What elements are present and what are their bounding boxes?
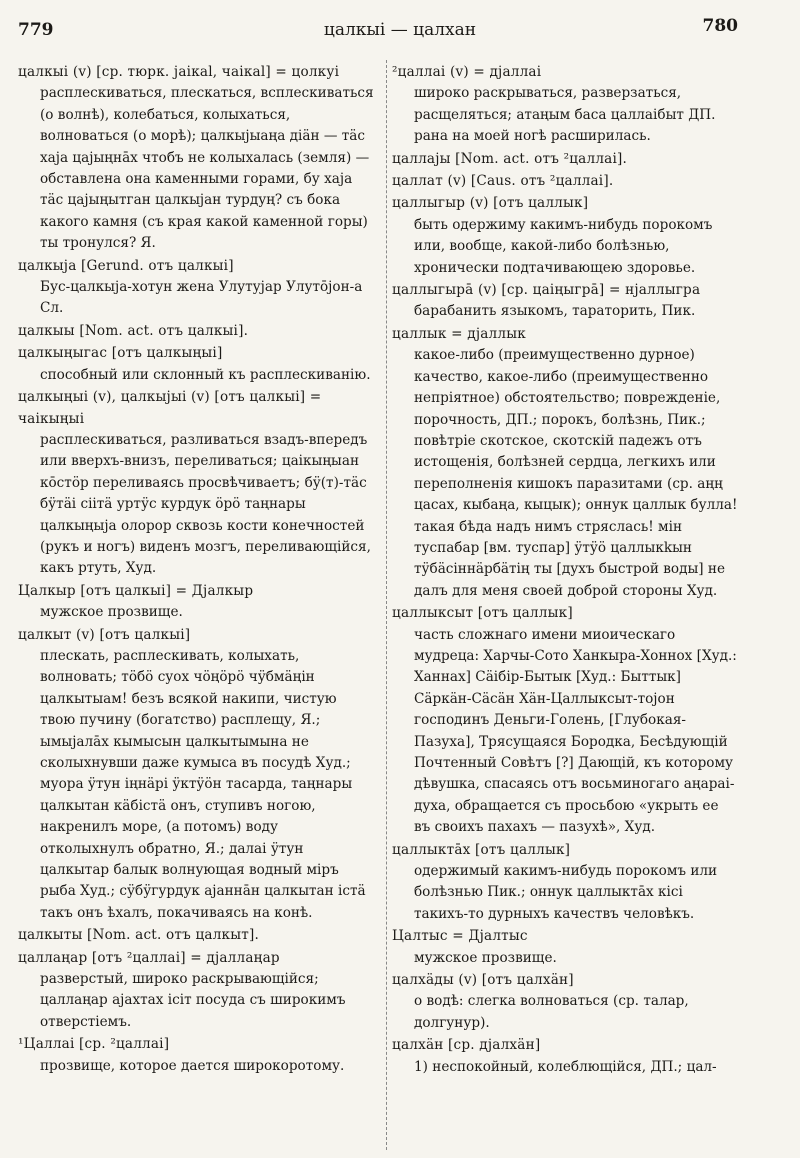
dictionary-entry (392, 840, 738, 926)
entry-definition: разверстый, широко раскрывающійся; цаллаңар аjахтах iсiт посуда съ широкимъ отверстіемъ. (40, 971, 346, 1030)
entry-definition: барабанить языкомъ, тараторить, Пик. (414, 303, 696, 320)
dictionary-entry (18, 321, 376, 342)
entry-headword: цалкыңыгас [отъ цалкыңыі] (18, 345, 223, 362)
entry-definition: быть одержиму какимъ-нибудь порокомъ или, вообще, какой-либо болѣзнью, хронически подтачивающею здоровье. (414, 216, 713, 276)
dictionary-entry (18, 625, 376, 925)
dictionary-entry (392, 1035, 738, 1078)
entry-headword: цалхäн [ср. дjалхäн] (392, 1037, 541, 1054)
entry-definition: одержимый какимъ-нибудь порокомъ или болѣзнью Пик.; оннук цаллыктāх кiсi такихъ-то дурныхъ качествъ человѣкъ. (414, 863, 718, 922)
entry-headword: цаллыктāх [отъ цаллык] (392, 841, 571, 858)
dictionary-entry (18, 948, 376, 1034)
entry-headword: ¹Цаллаі [ср. ²цаллаі] (18, 1036, 170, 1053)
entry-headword: цаллыгырā (v) [ср. цаiңыгрā] = нjаллыгра (392, 282, 701, 299)
entry-headword: цаллат (v) [Caus. отъ ²цаллаі]. (392, 173, 614, 190)
dictionary-entry (392, 171, 738, 192)
dictionary-entry (18, 387, 376, 580)
dictionary-entry (18, 256, 376, 320)
entry-definition: мужское прозвище. (40, 604, 183, 621)
entry-headword: Цалкыр [отъ цалкыі] = Дjалкыр (18, 582, 254, 599)
dictionary-entry (392, 324, 738, 602)
entry-definition: расплескиваться, плескаться, всплескиваться (о волнѣ), колебаться, колыхаться, волноваться (о морѣ); цалкыjыаңа дiäн — тäс хаjа цаjыңнāх чтобъ не колыхалась (земля) — обставлена она каменными горами, бу хаjа тäс цаjыңытган цалкыjан турдуң? съ бока какого камня (съ края какой каменной горы) ты тронулся? Я. (40, 85, 374, 252)
dictionary-entry (392, 149, 738, 170)
entry-headword: цаллыгыр (v) [отъ цаллык] (392, 195, 589, 212)
entry-headword: цалкыы [Nom. act. отъ цалкыі]. (18, 322, 249, 339)
dictionary-entry (392, 970, 738, 1034)
entry-definition: какое-либо (преимущественно дурное) качество, какое-либо (преимущественно непріятное) обстоятельство; поврежденіе, порочность, ДП.; порокъ, болѣзнь, Пик.; повѣтріе скотское, скотскій падежъ отъ истощенія, болѣзней сердца, легкихъ или переполненія кишокъ паразитами (ср. аңң цасах, кыбаңа, кыцык); оннук цаллык булла! такая бѣда надъ нимъ стряслась! мiн туспабар [вм. туспар] ӱтӱӧ цаллыкkын тӱбäсiннäрбäтiң ты [духъ быстрой воды] не далъ для меня своей доброй стороны Худ. (414, 347, 738, 599)
entry-headword: Цалтыс = Дjалтыс (392, 928, 528, 945)
entry-definition: плескать, расплескивать, колыхать, волновать; тӧбӧ суох чӧңӧрӧ чӱбмäңiн цалкытыам! безъ всякой накипи, чистую твою пучину (богатство) расплещу, Я.; ымыjалāх кымысын цалкытымына не сколыхнувши даже кумыса въ посудѣ Худ.; муора ӱтун iңнäрi ӱктӱӧн тасарда, таңнары цалкытан кäбiстä онъ, ступивъ ногою, накренилъ море, (а потомъ) воду отколыхнулъ обратно, Я.; далаі ӱтун цалкытар балык волнующая водный міръ рыба Худ.; сӱбӱгурдук аjаннāн цалкытан iстä такъ онъ ѣхалъ, покачиваясь на конѣ. (40, 647, 366, 921)
entry-definition: расплескиваться, разливаться взадъ-впередъ или вверхъ-внизъ, переливаться; цаiкыңыан ко̄стӧр переливаясь просвѣчиваетъ; бӱ(т)-тäс бӱтäі сiiтä уртӱс курдук ӧрӧ таңнары цалкыңыjа олорор сквозь кости конечностей (рукъ и ногъ) виденъ мозгъ, переливающійся, какъ ртуть, Худ. (40, 431, 371, 577)
dictionary-entry (18, 62, 376, 255)
entry-headword: цалкыты [Nom. act. отъ цалкыт]. (18, 927, 260, 944)
entry-definition: Бус-цалкыjа-хотун жена Улутуjар Улуто̄jон-а Сл. (40, 279, 363, 317)
page-number-left: 779 (18, 20, 54, 40)
dictionary-entry (392, 603, 738, 838)
dictionary-entry (392, 926, 738, 969)
column-divider (386, 60, 388, 1150)
dictionary-entry (18, 343, 376, 386)
entry-definition: 1) неспокойный, колеблющійся, ДП.; цал- (414, 1058, 717, 1075)
entry-definition: о водѣ: слегка волноваться (ср. талар, долгунур). (414, 993, 689, 1031)
page-header (0, 14, 800, 50)
entry-definition: прозвище, которое дается широкоротому. (40, 1057, 345, 1074)
entry-definition: способный или склонный къ расплескиванію. (40, 366, 371, 383)
entry-headword: цаллаjы [Nom. act. отъ ²цаллаі]. (392, 150, 628, 167)
entry-headword: цаллаңар [отъ ²цаллаі] = дjаллаңар (18, 949, 280, 966)
page-number-right: 780 (702, 16, 738, 36)
entry-headword: цалкыңыі (v), цалкыjыі (v) [отъ цалкыі] = чаiкыңыі (18, 389, 322, 427)
entry-definition: широко раскрываться, разверзаться, расщеляться; атаңым баса цаллаiбыт ДП. рана на моей ногѣ расширилась. (414, 85, 716, 145)
dictionary-entry (392, 62, 738, 148)
entry-headword: ²цаллаі (v) = дjаллаі (392, 64, 542, 80)
entry-headword: цалкыт (v) [отъ цалкыі] (18, 626, 191, 643)
dictionary-entry (18, 1034, 376, 1077)
entry-definition: часть сложнаго имени миоическаго мудреца: Харчы-Сото Ханкыра-Хоннох [Худ.: Ханнах] Сäiбiр-Бытык [Худ.: Быттык] Сäркäн-Сäсäн Хäн-Цаллыксыт-тоjон господинъ Деньги-Голень, [Глубокая-Пазуха], Трясущаяся Бородка, Бесѣдующій Почтенный Совѣтъ [?] Дающій, къ которому дѣвушка, спасаясь отъ восьминогаго аңараі-духа, обращается съ просьбою «укрыть ее въ своихъ пахахъ — пазухѣ», Худ. (414, 626, 737, 836)
running-title: цалкыі — цалхан (323, 20, 477, 40)
dictionary-entry (392, 280, 738, 323)
entry-headword: цаллык = дjаллык (392, 325, 526, 342)
right-column (392, 62, 738, 1079)
entry-headword: цалкыjа [Gerund. отъ цалкыі] (18, 257, 234, 274)
entry-definition: мужское прозвище. (414, 949, 557, 966)
left-column (18, 62, 376, 1078)
entry-headword: цалхäды (v) [отъ цалхäн] (392, 972, 574, 989)
entry-headword: цалкыі (v) [ср. тюрк. jaiкal, чаiкal] = цолкуі (18, 64, 340, 80)
dictionary-entry (18, 925, 376, 946)
dictionary-entry (392, 193, 738, 279)
entry-headword: цаллыксыт [отъ цаллык] (392, 605, 573, 622)
dictionary-entry (18, 581, 376, 624)
